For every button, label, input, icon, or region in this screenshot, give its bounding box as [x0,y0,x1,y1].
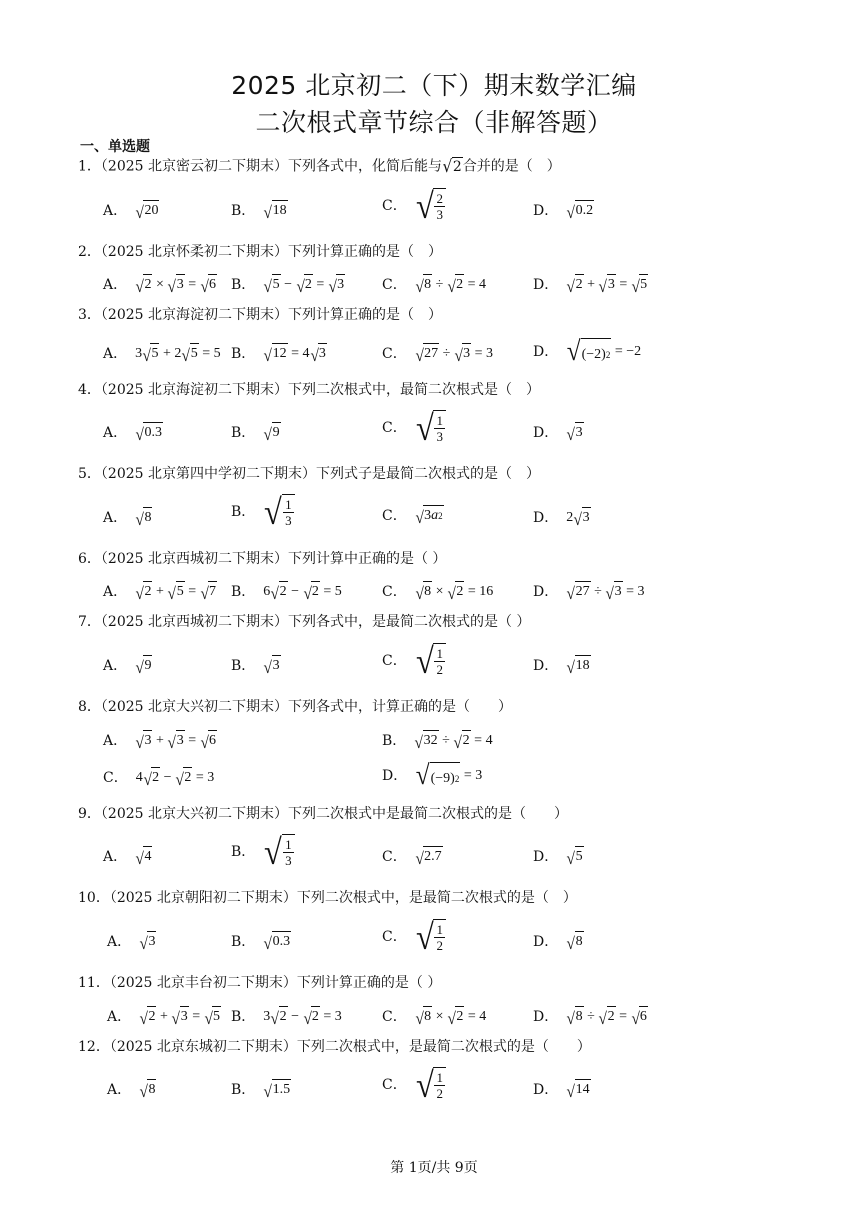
q5-option-d: D． 2 √ 3 [533,507,591,528]
page-footer: 第 1页/共 9页 [390,1160,478,1176]
question-12-stem: 12．（2025 北京东城初二下期末）下列二次根式中，是最简二次根式的是（ ） [78,1039,591,1055]
q6-option-c: C． √ 8 × √ 2 = 16 [382,581,493,602]
title-line-2: 二次根式章节综合（非解答题） [255,108,613,137]
q3-option-a: A． 3 √ 5 + 2 √ 5 = 5 [103,343,221,364]
q4-option-b: B． √ 9 [231,422,281,443]
q1-option-b: B． √ 18 [231,200,288,221]
question-1-stem [78,157,561,176]
q12-option-d: D． √ 14 [533,1079,591,1100]
q6-option-a: A． √ 2 + √ 5 = √ 7 [103,581,217,602]
q1-suffix: 合并的是（ ） [462,158,561,175]
q9-option-c: C． √ 2.7 [382,846,443,867]
q4-option-c: C． √ $\frac{1}{3}$ [382,410,446,446]
q3-option-d: D． √ (−2) 2 = −2 [533,336,642,367]
q6-option-d: D． √ 27 ÷ √ 3 = 3 [533,581,645,602]
q1-option-c: C． √ $\frac{2}{3}$ [382,188,446,224]
question-7-stem: 7．（2025 北京西城初二下期末）下列各式中，是最简二次根式的是（ ） [78,614,531,630]
q2-option-b: B． √ 5 − √ 2 = √ 3 [231,274,345,295]
q7-option-d: D． √ 18 [533,655,591,676]
question-8-stem: 8．（2025 北京大兴初二下期末）下列各式中，计算正确的是（ ） [78,699,512,715]
q12-option-b: B． √ 1.5 [231,1079,291,1100]
q1-radicand: 2 [452,159,462,175]
q4-option-d: D． √ 3 [533,422,584,443]
question-2-stem: 2．（2025 北京怀柔初二下期末）下列计算正确的是（ ） [78,244,442,260]
q6-option-b: B． 6 √ 2 − √ 2 = 5 [231,581,342,602]
q11-option-d: D． √ 8 ÷ √ 2 = √ 6 [533,1006,648,1027]
q11-option-a: A． √ 2 + √ 3 = √ 5 [107,1006,221,1027]
q2-option-c: C． √ 8 ÷ √ 2 = 4 [382,274,486,295]
q5-option-c: C． √ 3 a 2 [382,505,444,526]
q11-option-c: C． √ 8 × √ 2 = 4 [382,1006,486,1027]
q2-option-d: D． √ 2 + √ 3 = √ 5 [533,274,648,295]
question-3-stem: 3．（2025 北京海淀初二下期末）下列计算正确的是（ ） [78,307,442,323]
q1-sqrt: √ 2 [442,157,462,177]
q10-option-c: C． √ $\frac{1}{2}$ [382,919,446,955]
question-6-stem: 6．（2025 北京西城初二下期末）下列计算中正确的是（ ） [78,551,447,567]
question-5-stem: 5．（2025 北京第四中学初二下期末）下列式子是最简二次根式的是（ ） [78,466,540,482]
q1-option-a: A． √ 20 [103,200,159,221]
q5-option-a: A． √ 8 [103,507,152,528]
q10-option-b: B． √ 0.3 [231,931,291,952]
question-10-stem: 10．（2025 北京朝阳初二下期末）下列二次根式中，是最简二次根式的是（ ） [78,890,577,906]
q8-option-b: B． √ 32 ÷ √ 2 = 4 [382,730,493,751]
q12-option-a: A． √ 8 [107,1079,156,1100]
q8-option-a: A． √ 3 + √ 3 = √ 6 [103,730,217,751]
question-11-stem: 11．（2025 北京丰台初二下期末）下列计算正确的是（ ） [78,975,442,991]
q8-option-c: C． 4 √ 2 − √ 2 = 3 [103,767,214,788]
q3-option-c: C． √ 27 ÷ √ 3 = 3 [382,343,493,364]
q9-option-a: A． √ 4 [103,846,152,867]
q7-option-a: A． √ 9 [103,655,152,676]
q1-option-d: D． √ 0.2 [533,200,594,221]
q7-option-b: B． √ 3 [231,655,281,676]
q3-option-b: B． √ 12 = 4 √ 3 [231,343,327,364]
q5-option-b: B． √ $\frac{1}{3}$ [231,494,295,530]
q8-option-d: D． √ (−9) 2 = 3 [382,760,483,791]
q1-prefix: 1．（2025 北京密云初二下期末）下列各式中，化简后能与 [78,158,442,175]
q10-option-a: A． √ 3 [107,931,156,952]
title-line-1: 2025 北京初二（下）期末数学汇编 [231,71,637,100]
q9-option-b: B． √ $\frac{1}{3}$ [231,834,295,870]
q2-option-a: A． √ 2 × √ 3 = √ 6 [103,274,217,295]
section-heading: 一、单选题 [80,139,150,155]
q11-option-b: B． 3 √ 2 − √ 2 = 3 [231,1006,342,1027]
q12-option-c: C． √ $\frac{1}{2}$ [382,1067,446,1103]
question-9-stem: 9．（2025 北京大兴初二下期末）下列二次根式中是最简二次根式的是（ ） [78,806,568,822]
q9-option-d: D． √ 5 [533,846,584,867]
q7-option-c: C． √ $\frac{1}{2}$ [382,643,446,679]
q10-option-d: D． √ 8 [533,931,584,952]
question-4-stem: 4．（2025 北京海淀初二下期末）下列二次根式中，最简二次根式是（ ） [78,382,540,398]
q4-option-a: A． √ 0.3 [103,422,163,443]
